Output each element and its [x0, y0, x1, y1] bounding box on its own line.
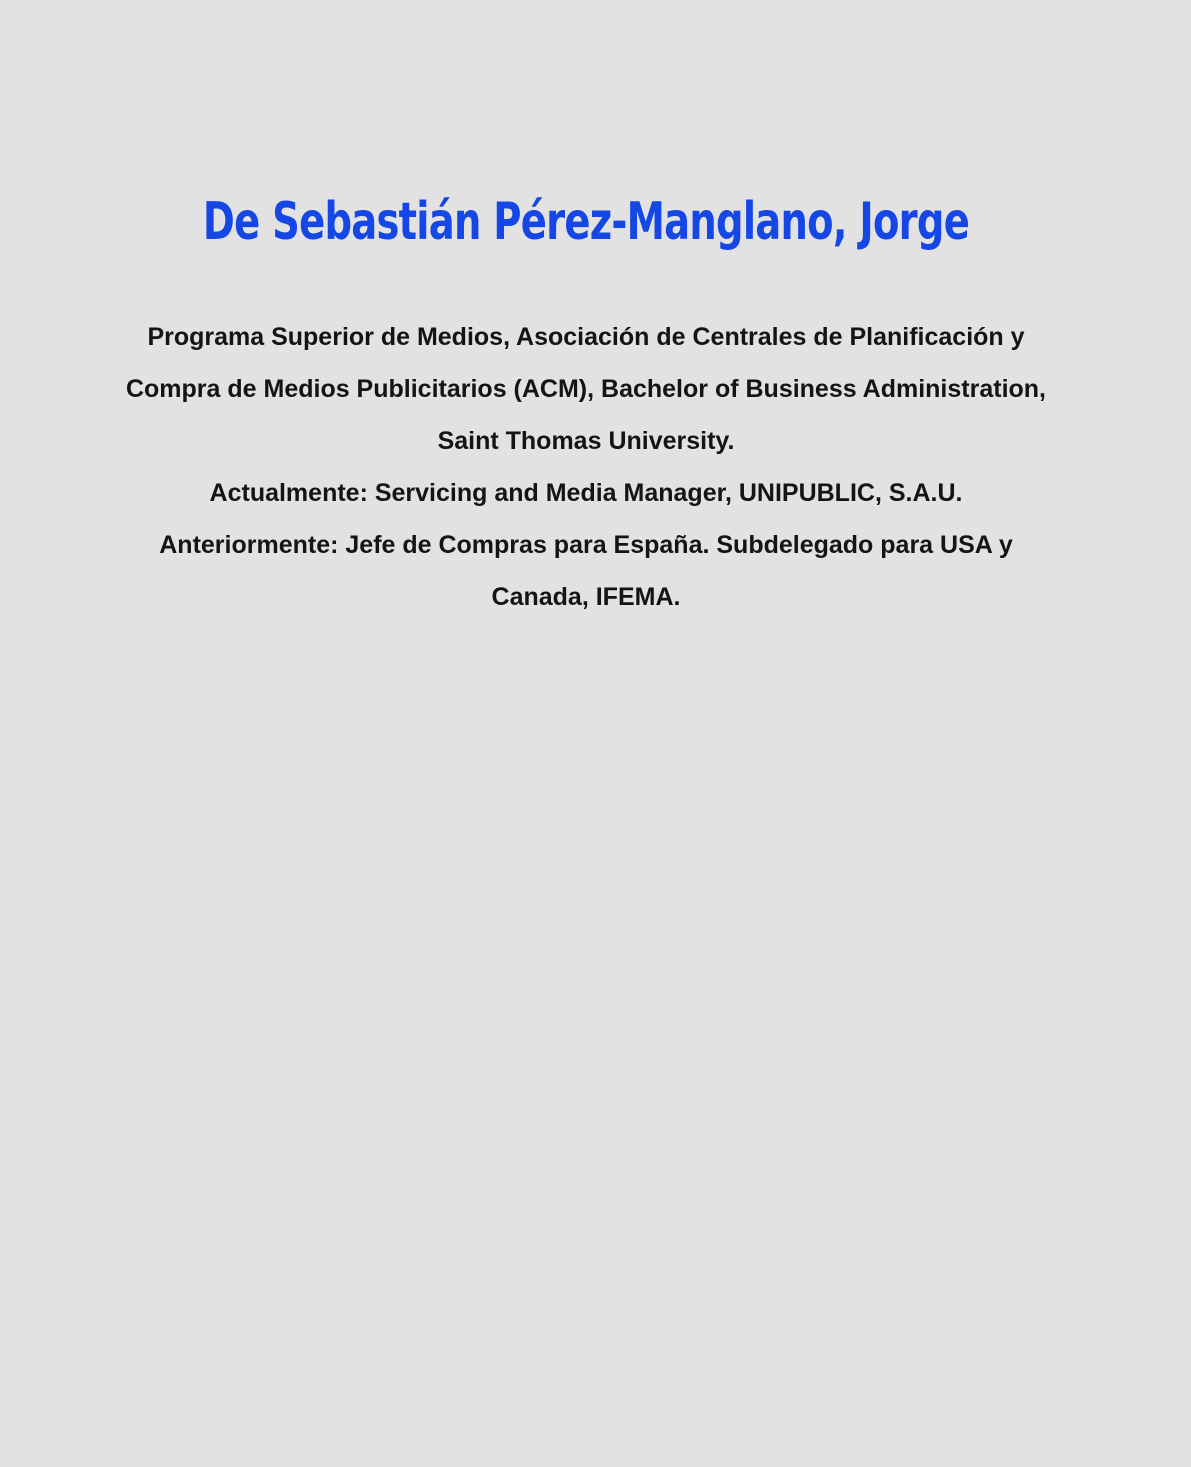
bio-line-education-3: Saint Thomas University. [437, 427, 735, 455]
profile-bio [80, 311, 1092, 623]
bio-line-previous-role-2: Canada, IFEMA. [491, 583, 681, 611]
bio-line-previous-role-1: Anteriormente: Jefe de Compras para España. Subdelegado para USA y [159, 531, 1013, 559]
bio-line-current-role: Actualmente: Servicing and Media Manager, UNIPUBLIC, S.A.U. [209, 479, 963, 507]
bio-line-education-1: Programa Superior de Medios, Asociación de Centrales de Planificación y [147, 323, 1025, 351]
bio-line-education-2: Compra de Medios Publicitarios (ACM), Bachelor of Business Administration, [125, 375, 1047, 403]
profile-name-heading: De Sebastián Pérez-Manglano, Jorge [202, 192, 970, 252]
